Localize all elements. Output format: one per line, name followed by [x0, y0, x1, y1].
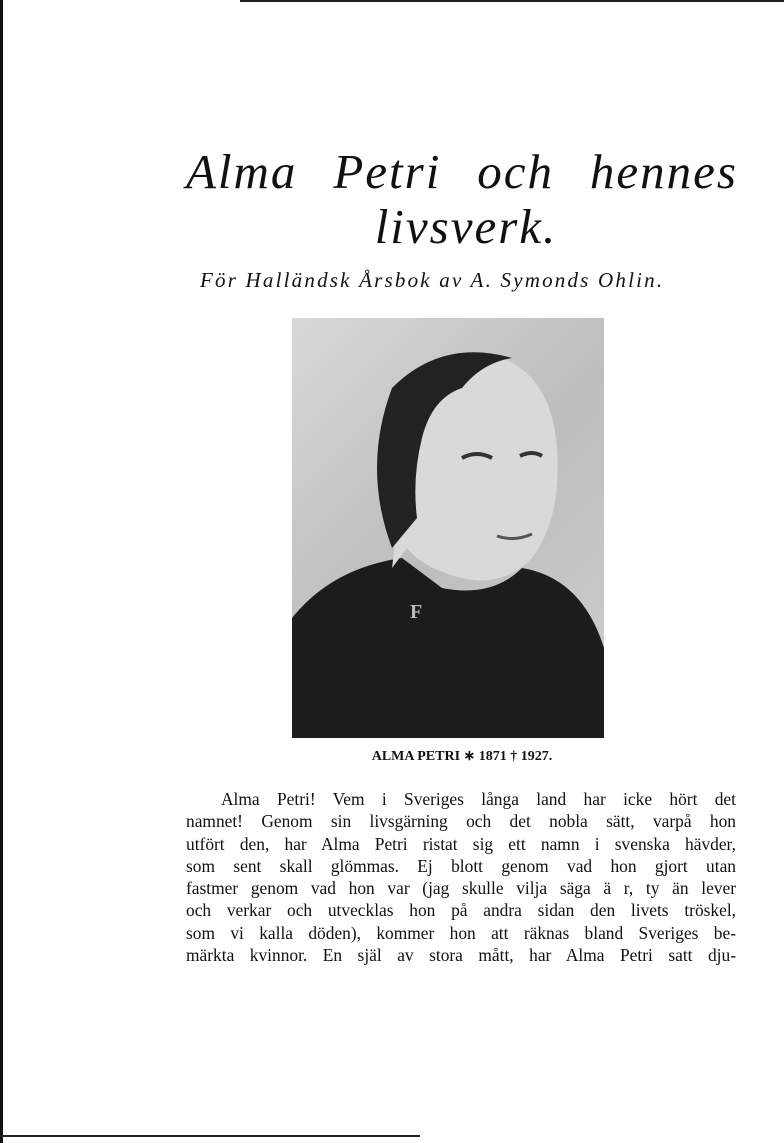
- article-subtitle: För Halländsk Årsbok av A. Symonds Ohlin.: [200, 268, 665, 292]
- portrait-photo: [292, 318, 604, 738]
- body-line: fastmer genom vad hon var (jag skulle vilja säga ä r, ty än lever: [186, 878, 736, 899]
- svg-text:F: F: [410, 601, 423, 623]
- body-line: Alma Petri! Vem i Sveriges långa land har icke hört det: [221, 789, 736, 809]
- body-line: märkta kvinnor. En själ av stora mått, har Alma Petri satt dju-: [186, 945, 736, 966]
- article-body: [186, 788, 736, 966]
- scan-edge-left: [0, 0, 3, 1143]
- body-line: som vi kalla döden), kommer hon att räknas bland Sveriges be-: [186, 922, 736, 943]
- photo-caption: ALMA PETRI ∗ 1871 † 1927.: [371, 749, 553, 764]
- article-title-line-2: livsverk.: [374, 199, 558, 254]
- article-title-line-1: Alma Petri och hennes: [186, 144, 738, 199]
- scan-edge-top: [240, 0, 784, 2]
- body-line: och verkar och utvecklas hon på andra sidan den livets tröskel,: [186, 900, 736, 921]
- body-line: namnet! Genom sin livsgärning och det nobla sätt, varpå hon: [186, 811, 736, 832]
- body-line: utfört den, har Alma Petri ristat sig ett namn i svenska hävder,: [186, 833, 736, 854]
- body-line: som sent skall glömmas. Ej blott genom vad hon gjort utan: [186, 855, 736, 876]
- scan-edge-bottom: [0, 1135, 420, 1137]
